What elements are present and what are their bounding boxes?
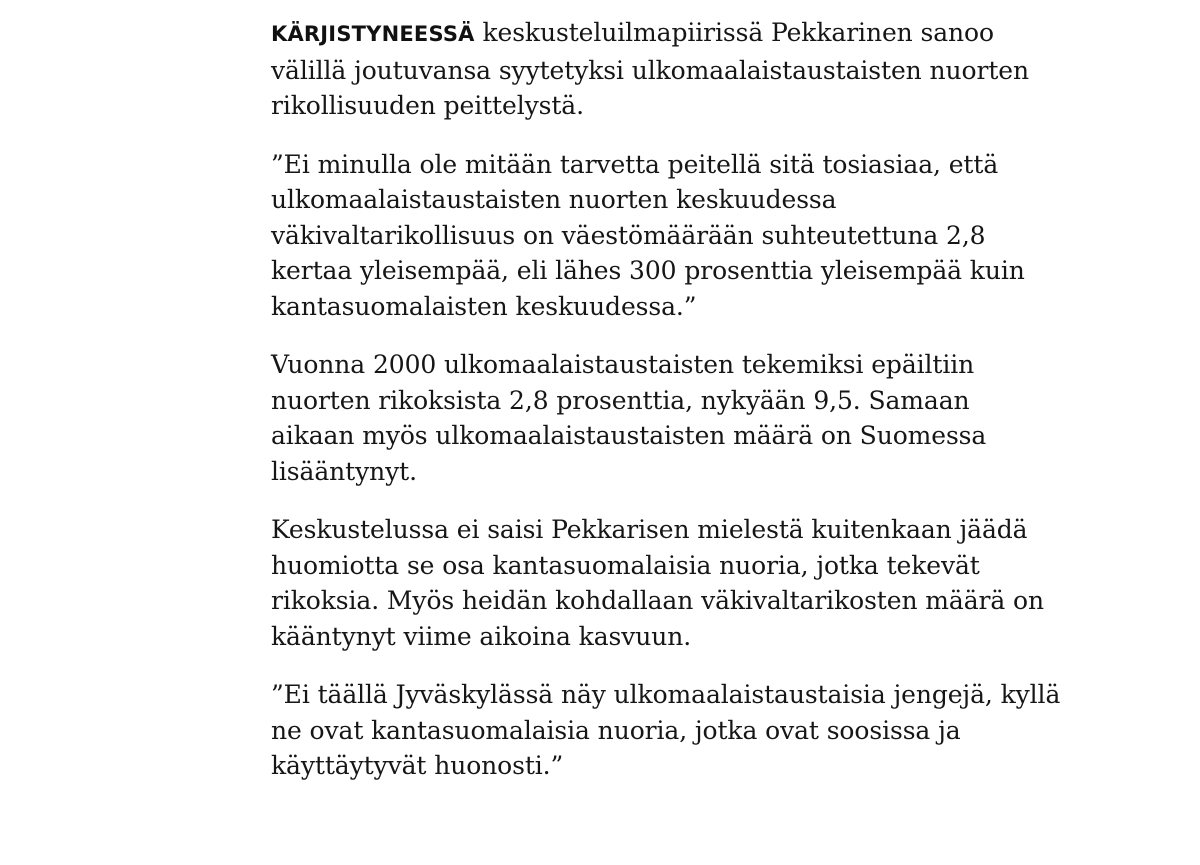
paragraph-4 bbox=[271, 512, 1071, 654]
paragraph-line: väkivaltarikollisuus on väestömäärään suhteutettuna 2,8 bbox=[271, 220, 986, 250]
paragraph-line: kääntynyt viime aikoina kasvuun. bbox=[271, 621, 692, 651]
paragraph-2 bbox=[271, 147, 1071, 325]
paragraph-line: ”Ei minulla ole mitään tarvetta peitellä sitä tosiasiaa, että bbox=[271, 149, 999, 179]
lead-word: KÄRJISTYNEESSÄ bbox=[271, 22, 475, 46]
paragraph-line: KÄRJISTYNEESSÄ keskusteluilmapiirissä Pekkarinen sanoo bbox=[271, 18, 994, 47]
paragraph-line: ulkomaalaistaustaisten nuorten keskuudessa bbox=[271, 185, 837, 214]
paragraph-5 bbox=[271, 677, 1071, 784]
paragraph-line: Keskustelussa ei saisi Pekkarisen mielestä kuitenkaan jäädä bbox=[271, 515, 1028, 544]
paragraph-line: käyttäytyvät huonosti.” bbox=[271, 751, 564, 780]
paragraph-line: välillä joutuvansa syytetyksi ulkomaalaistaustaisten nuorten bbox=[271, 55, 1029, 85]
paragraph-line: aikaan myös ulkomaalaistaustaisten määrä on Suomessa bbox=[271, 421, 987, 450]
paragraph-line: kertaa yleisempää, eli lähes 300 prosenttia yleisempää kuin bbox=[271, 256, 1025, 285]
paragraph-line: lisääntynyt. bbox=[271, 456, 417, 486]
paragraph-line: ”Ei täällä Jyväskylässä näy ulkomaalaistaustaisia jengejä, kyllä bbox=[271, 680, 1061, 709]
paragraph-line: rikollisuuden peittelystä. bbox=[271, 91, 584, 120]
paragraph-line: huomiotta se osa kantasuomalaisia nuoria, jotka tekevät bbox=[271, 550, 980, 580]
paragraph-line: kantasuomalaisten keskuudessa.” bbox=[271, 291, 697, 321]
article-body bbox=[271, 15, 1071, 807]
paragraph-line: rikoksia. Myös heidän kohdallaan väkivaltarikosten määrä on bbox=[271, 586, 1044, 615]
paragraph-1 bbox=[271, 15, 1071, 124]
paragraph-3 bbox=[271, 347, 1071, 489]
paragraph-line: ne ovat kantasuomalaisia nuoria, jotka ovat soosissa ja bbox=[271, 715, 961, 745]
paragraph-line: Vuonna 2000 ulkomaalaistaustaisten tekemiksi epäiltiin bbox=[271, 350, 975, 379]
paragraph-line: nuorten rikoksista 2,8 prosenttia, nykyään 9,5. Samaan bbox=[271, 385, 970, 415]
